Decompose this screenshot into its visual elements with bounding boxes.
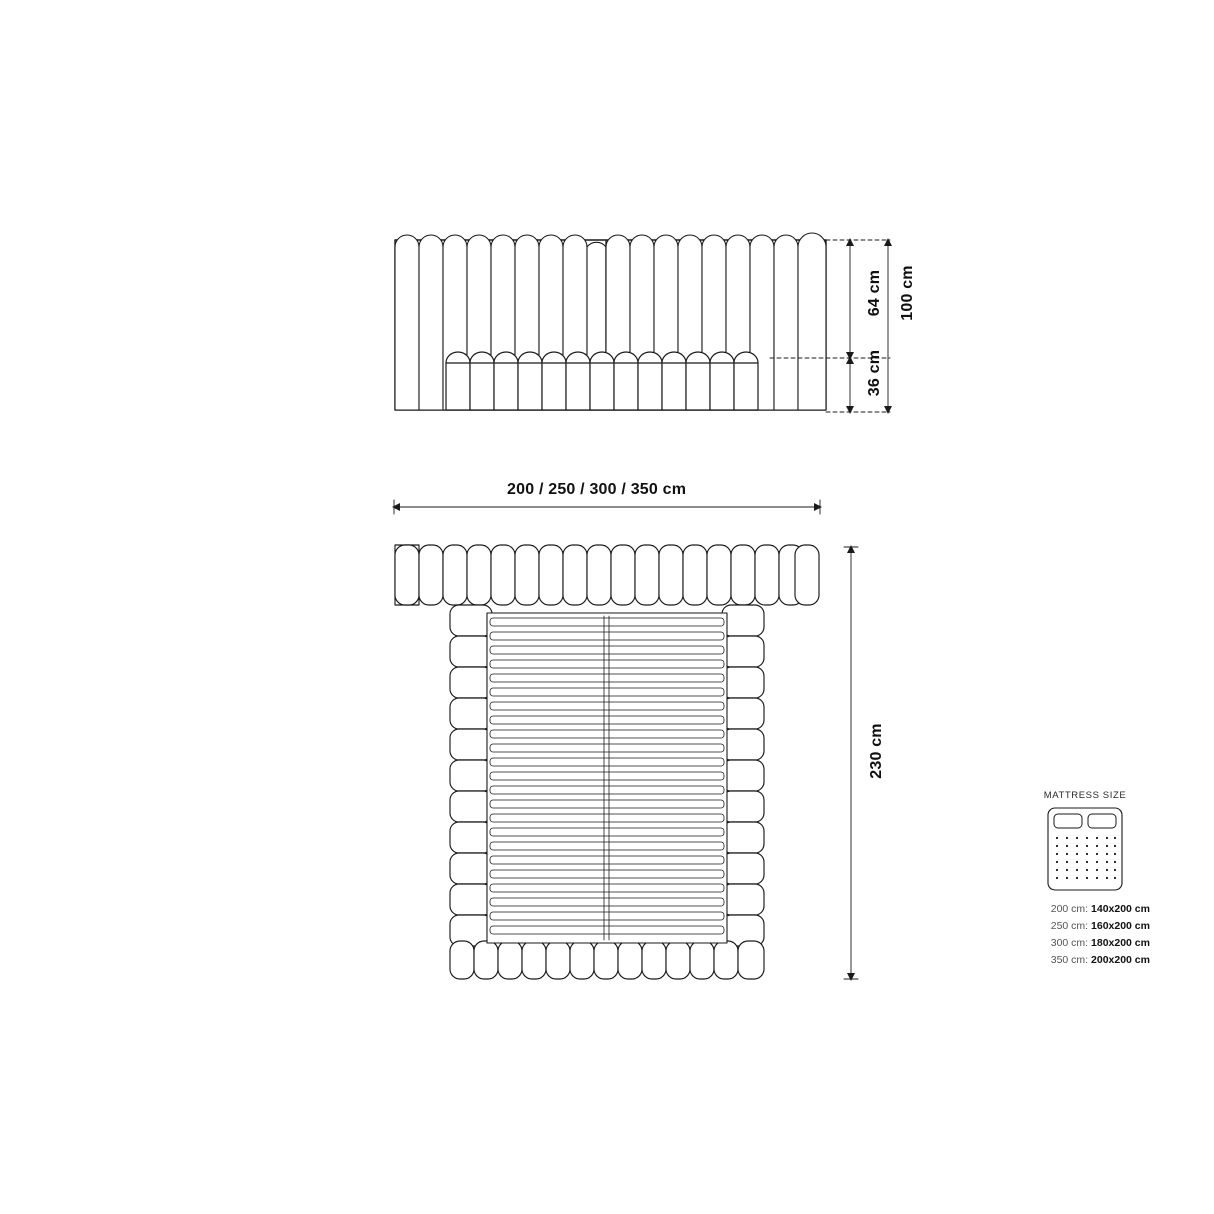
legend-value: 180x200 cm	[1091, 937, 1150, 949]
legend-size: 250 cm:	[1050, 920, 1089, 932]
dimension-label-seat-height: 36 cm	[866, 349, 883, 397]
dimension-label-width-options: 200 / 250 / 300 / 350 cm	[507, 481, 687, 498]
legend-row	[1020, 935, 1150, 952]
legend-title: MATTRESS SIZE	[1043, 790, 1127, 801]
top-plan-group	[395, 545, 819, 979]
legend-size: 350 cm:	[1050, 954, 1089, 966]
width-dimension-line	[392, 500, 822, 514]
legend-row	[1020, 952, 1150, 969]
mattress-icon	[1047, 807, 1123, 891]
legend-value: 200x200 cm	[1091, 954, 1150, 966]
legend-row	[1020, 901, 1150, 918]
legend-rows	[1020, 901, 1150, 969]
dimension-label-total-height: 100 cm	[899, 265, 916, 321]
depth-dimension-line	[844, 545, 858, 981]
legend-size: 300 cm:	[1050, 937, 1089, 949]
legend-row	[1020, 918, 1150, 935]
dimension-label-depth: 230 cm	[868, 723, 885, 779]
legend-value: 140x200 cm	[1091, 903, 1150, 915]
front-elevation-group	[395, 233, 826, 410]
legend-value: 160x200 cm	[1091, 920, 1150, 932]
legend-size: 200 cm:	[1050, 903, 1089, 915]
dimension-label-back-height: 64 cm	[866, 269, 883, 317]
mattress-size-legend	[1020, 790, 1150, 969]
